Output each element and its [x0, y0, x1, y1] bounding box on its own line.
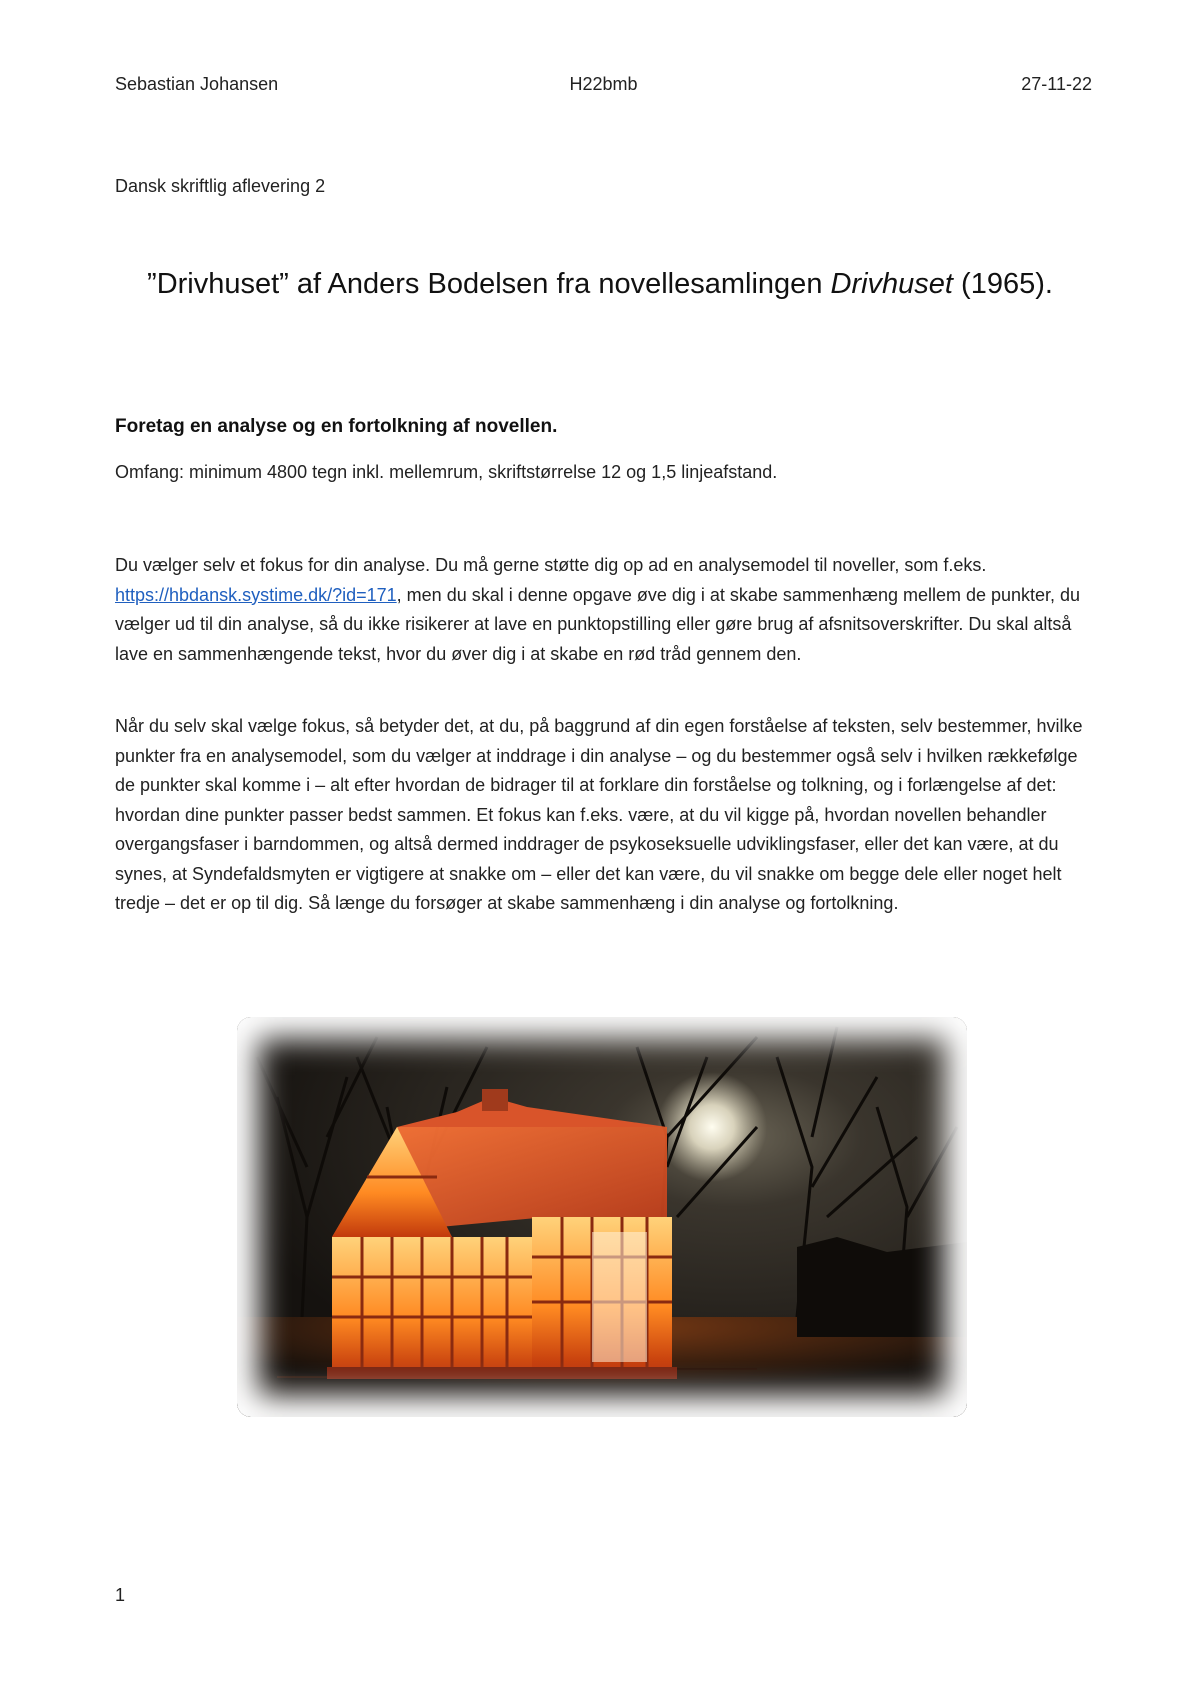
page-number: 1	[115, 1585, 126, 1605]
task-scope: Omfang: minimum 4800 tegn inkl. mellemrum, skriftstørrelse 12 og 1,5 linjeafstand.	[115, 462, 778, 482]
task-heading: Foretag en analyse og en fortolkning af novellen.	[115, 416, 558, 437]
document-title	[0, 268, 1200, 301]
paragraph-1	[115, 551, 1095, 669]
page-header	[115, 74, 1092, 95]
distant-treeline	[797, 1237, 967, 1337]
assignment-label: Dansk skriftlig aflevering 2	[115, 176, 326, 196]
title-italic: Drivhuset	[830, 268, 953, 300]
header-class: H22bmb	[569, 74, 638, 94]
paragraph-2: Når du selv skal vælge fokus, så betyder det, at du, på baggrund af din egen forståelse af teksten, selv bestemmer, hvilke punkter fra en analysemodel, som du vælger at inddrage i din analyse – og du bestemmer også selv i hvilken rækkefølge de punkter skal komme i – alt efter hvordan de bidrager til at forklare din forståelse og tolkning, og i forlængelse af det: hvordan dine punkter passer bedst sammen. Et fokus kan f.eks. være, at du vil kigge på, hvordan novellen behandler overgangsfaser i barndommen, og altså dermed inddrager de psykoseksuelle udviklingsfaser, eller det kan være, at du synes, at Syndefaldsmyten er vigtigere at snakke om – eller det kan være, du vil snakke om begge dele eller noget helt tredje – det er op til dig. Så længe du forsøger at skabe sammenhæng i din analyse og fortolkning.	[115, 716, 1083, 913]
header-date: 27-11-22	[1021, 74, 1092, 94]
paragraph-1-after-link: , men du skal i denne opgave øve dig i at skabe sammenhæng mellem de punkter, du vælger ud til din analyse, så du ikke risikerer at lave en punktopstilling eller gøre brug af afsnitsoverskrifter. Du skal altså lave en sammenhængende tekst, hvor du øver dig i at skabe en rød tråd gennem den.	[115, 584, 1081, 664]
paragraph-1-before-link: Du vælger selv et fokus for din analyse. Du må gerne støtte dig op ad en analysemodel til noveller, som f.eks.	[115, 555, 987, 575]
title-suffix: (1965).	[953, 268, 1053, 300]
systime-link[interactable]: https://hbdansk.systime.dk/?id=171	[115, 584, 397, 605]
greenhouse-illustration	[237, 1017, 967, 1417]
header-author: Sebastian Johansen	[115, 74, 279, 94]
greenhouse-photo	[237, 1017, 967, 1417]
title-prefix: ”Drivhuset” af Anders Bodelsen fra novellesamlingen	[147, 268, 831, 300]
